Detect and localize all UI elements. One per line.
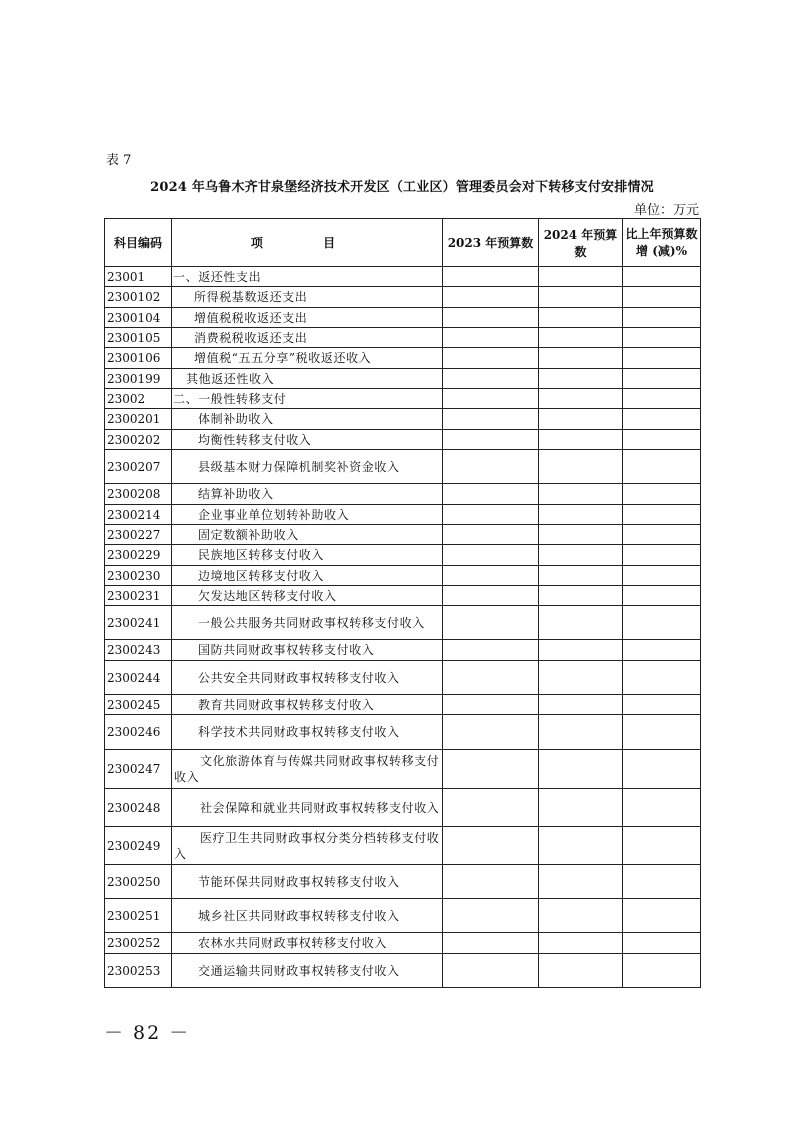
table-row: [105, 750, 701, 789]
row-2023-value: [443, 484, 539, 505]
row-item: 文化旅游体育与传媒共同财政事权转移支付收入: [172, 750, 443, 789]
row-2024-value: [539, 715, 623, 750]
column-header-code: 科目编码: [105, 219, 172, 267]
row-2023-value: [443, 566, 539, 586]
table-row: [105, 661, 701, 695]
row-item: 结算补助收入: [172, 484, 443, 505]
row-code: 2300243: [105, 640, 172, 661]
row-2023-value: [443, 450, 539, 484]
row-code: 2300253: [105, 954, 172, 988]
column-header-change-percent: 比上年预算数增 (减)%: [623, 219, 701, 267]
row-2023-value: [443, 328, 539, 348]
row-2024-value: [539, 348, 623, 369]
table-row: [105, 348, 701, 369]
row-change-value: [623, 566, 701, 586]
row-change-value: [623, 430, 701, 450]
row-item: 国防共同财政事权转移支付收入: [172, 640, 443, 661]
row-change-value: [623, 525, 701, 545]
row-2024-value: [539, 695, 623, 715]
row-2023-value: [443, 606, 539, 640]
row-2023-value: [443, 369, 539, 389]
row-item: 固定数额补助收入: [172, 525, 443, 545]
row-item: 教育共同财政事权转移支付收入: [172, 695, 443, 715]
row-2024-value: [539, 899, 623, 933]
row-item: 其他返还性收入: [172, 369, 443, 389]
row-change-value: [623, 287, 701, 308]
row-change-value: [623, 606, 701, 640]
row-change-value: [623, 865, 701, 899]
row-2023-value: [443, 348, 539, 369]
table-row: [105, 369, 701, 389]
row-2023-value: [443, 827, 539, 865]
row-item: 企业事业单位划转补助收入: [172, 505, 443, 525]
row-change-value: [623, 505, 701, 525]
table-row: [105, 389, 701, 409]
row-item: 所得税基数返还支出: [172, 287, 443, 308]
row-item: 二、一般性转移支付: [172, 389, 443, 409]
column-header-2024-budget: 2024 年预算数: [539, 219, 623, 267]
row-2023-value: [443, 545, 539, 566]
table-row: [105, 450, 701, 484]
table-row: [105, 566, 701, 586]
row-2024-value: [539, 586, 623, 606]
row-code: 2300241: [105, 606, 172, 640]
table-row: [105, 789, 701, 827]
row-2024-value: [539, 789, 623, 827]
row-code: 2300244: [105, 661, 172, 695]
row-change-value: [623, 933, 701, 954]
row-2023-value: [443, 715, 539, 750]
row-item: 城乡社区共同财政事权转移支付收入: [172, 899, 443, 933]
row-change-value: [623, 369, 701, 389]
table-row: [105, 328, 701, 348]
row-2023-value: [443, 899, 539, 933]
row-2024-value: [539, 389, 623, 409]
table-row: [105, 899, 701, 933]
row-2023-value: [443, 865, 539, 899]
row-2023-value: [443, 789, 539, 827]
row-code: 2300102: [105, 287, 172, 308]
table-row: [105, 525, 701, 545]
row-change-value: [623, 545, 701, 566]
row-2024-value: [539, 865, 623, 899]
column-header-2023-budget: 2023 年预算数: [443, 219, 539, 267]
row-2024-value: [539, 827, 623, 865]
row-change-value: [623, 328, 701, 348]
row-change-value: [623, 484, 701, 505]
row-code: 2300105: [105, 328, 172, 348]
table-row: [105, 640, 701, 661]
row-2024-value: [539, 606, 623, 640]
row-code: 2300251: [105, 899, 172, 933]
table-row: [105, 827, 701, 865]
row-2024-value: [539, 287, 623, 308]
table-row: [105, 606, 701, 640]
row-2023-value: [443, 267, 539, 287]
table-label: 表 7: [106, 153, 132, 168]
row-2024-value: [539, 954, 623, 988]
row-change-value: [623, 586, 701, 606]
row-item: 一、返还性支出: [172, 267, 443, 287]
row-change-value: [623, 450, 701, 484]
row-item: 增值税“五五分享”税收返还收入: [172, 348, 443, 369]
row-2024-value: [539, 430, 623, 450]
row-2023-value: [443, 525, 539, 545]
row-change-value: [623, 899, 701, 933]
row-2024-value: [539, 566, 623, 586]
row-2023-value: [443, 308, 539, 328]
row-code: 2300106: [105, 348, 172, 369]
row-2024-value: [539, 267, 623, 287]
row-2023-value: [443, 389, 539, 409]
table-header-row: [105, 219, 701, 267]
row-code: 2300252: [105, 933, 172, 954]
table-row: [105, 545, 701, 566]
row-2024-value: [539, 525, 623, 545]
table-row: [105, 287, 701, 308]
row-item: 农林水共同财政事权转移支付收入: [172, 933, 443, 954]
table-row: [105, 586, 701, 606]
row-2024-value: [539, 750, 623, 789]
row-code: 2300250: [105, 865, 172, 899]
row-2024-value: [539, 505, 623, 525]
transfer-payment-table: [104, 218, 701, 988]
row-2024-value: [539, 545, 623, 566]
row-item: 边境地区转移支付收入: [172, 566, 443, 586]
row-change-value: [623, 640, 701, 661]
row-item: 体制补助收入: [172, 409, 443, 430]
row-2023-value: [443, 750, 539, 789]
row-item: 节能环保共同财政事权转移支付收入: [172, 865, 443, 899]
row-item: 县级基本财力保障机制奖补资金收入: [172, 450, 443, 484]
row-item: 一般公共服务共同财政事权转移支付收入: [172, 606, 443, 640]
table-row: [105, 695, 701, 715]
row-code: 2300231: [105, 586, 172, 606]
table-row: [105, 308, 701, 328]
row-2023-value: [443, 287, 539, 308]
table-row: [105, 505, 701, 525]
row-code: 2300246: [105, 715, 172, 750]
table-row: [105, 484, 701, 505]
row-2023-value: [443, 505, 539, 525]
row-2024-value: [539, 328, 623, 348]
row-2024-value: [539, 308, 623, 328]
row-item: 民族地区转移支付收入: [172, 545, 443, 566]
row-change-value: [623, 409, 701, 430]
table-row: [105, 409, 701, 430]
row-code: 2300104: [105, 308, 172, 328]
table-row: [105, 954, 701, 988]
row-code: 2300199: [105, 369, 172, 389]
row-2023-value: [443, 933, 539, 954]
row-item: 医疗卫生共同财政事权分类分档转移支付收入: [172, 827, 443, 865]
row-code: 2300201: [105, 409, 172, 430]
row-item: 科学技术共同财政事权转移支付收入: [172, 715, 443, 750]
row-code: 2300245: [105, 695, 172, 715]
row-change-value: [623, 789, 701, 827]
row-2024-value: [539, 450, 623, 484]
row-2023-value: [443, 661, 539, 695]
row-2023-value: [443, 640, 539, 661]
row-change-value: [623, 750, 701, 789]
row-item: 公共安全共同财政事权转移支付收入: [172, 661, 443, 695]
row-code: 2300247: [105, 750, 172, 789]
row-2023-value: [443, 954, 539, 988]
table-row: [105, 865, 701, 899]
row-2023-value: [443, 430, 539, 450]
row-2024-value: [539, 933, 623, 954]
row-2024-value: [539, 369, 623, 389]
row-code: 2300229: [105, 545, 172, 566]
row-code: 23002: [105, 389, 172, 409]
row-change-value: [623, 267, 701, 287]
row-code: 2300214: [105, 505, 172, 525]
row-code: 2300202: [105, 430, 172, 450]
row-change-value: [623, 695, 701, 715]
row-2023-value: [443, 409, 539, 430]
row-code: 2300208: [105, 484, 172, 505]
row-2023-value: [443, 586, 539, 606]
row-item: 交通运输共同财政事权转移支付收入: [172, 954, 443, 988]
row-change-value: [623, 661, 701, 695]
row-2023-value: [443, 695, 539, 715]
document-title: 2024 年乌鲁木齐甘泉堡经济技术开发区（工业区）管理委员会对下转移支付安排情况: [150, 180, 654, 195]
row-code: 2300248: [105, 789, 172, 827]
row-item: 增值税税收返还支出: [172, 308, 443, 328]
row-2024-value: [539, 409, 623, 430]
row-change-value: [623, 348, 701, 369]
row-2024-value: [539, 484, 623, 505]
row-code: 2300249: [105, 827, 172, 865]
row-change-value: [623, 715, 701, 750]
page-number: － 82 －: [104, 1022, 191, 1044]
row-item: 欠发达地区转移支付收入: [172, 586, 443, 606]
row-item: 均衡性转移支付收入: [172, 430, 443, 450]
row-change-value: [623, 308, 701, 328]
table-row: [105, 430, 701, 450]
row-item: 社会保障和就业共同财政事权转移支付收入: [172, 789, 443, 827]
table-row: [105, 267, 701, 287]
table-row: [105, 933, 701, 954]
row-item: 消费税税收返还支出: [172, 328, 443, 348]
unit-label: 单位：万元: [633, 203, 699, 218]
column-header-item: 项 目: [172, 219, 443, 267]
row-code: 23001: [105, 267, 172, 287]
row-change-value: [623, 389, 701, 409]
row-code: 2300207: [105, 450, 172, 484]
row-code: 2300230: [105, 566, 172, 586]
row-2024-value: [539, 640, 623, 661]
row-code: 2300227: [105, 525, 172, 545]
row-change-value: [623, 954, 701, 988]
row-change-value: [623, 827, 701, 865]
table-row: [105, 715, 701, 750]
row-2024-value: [539, 661, 623, 695]
